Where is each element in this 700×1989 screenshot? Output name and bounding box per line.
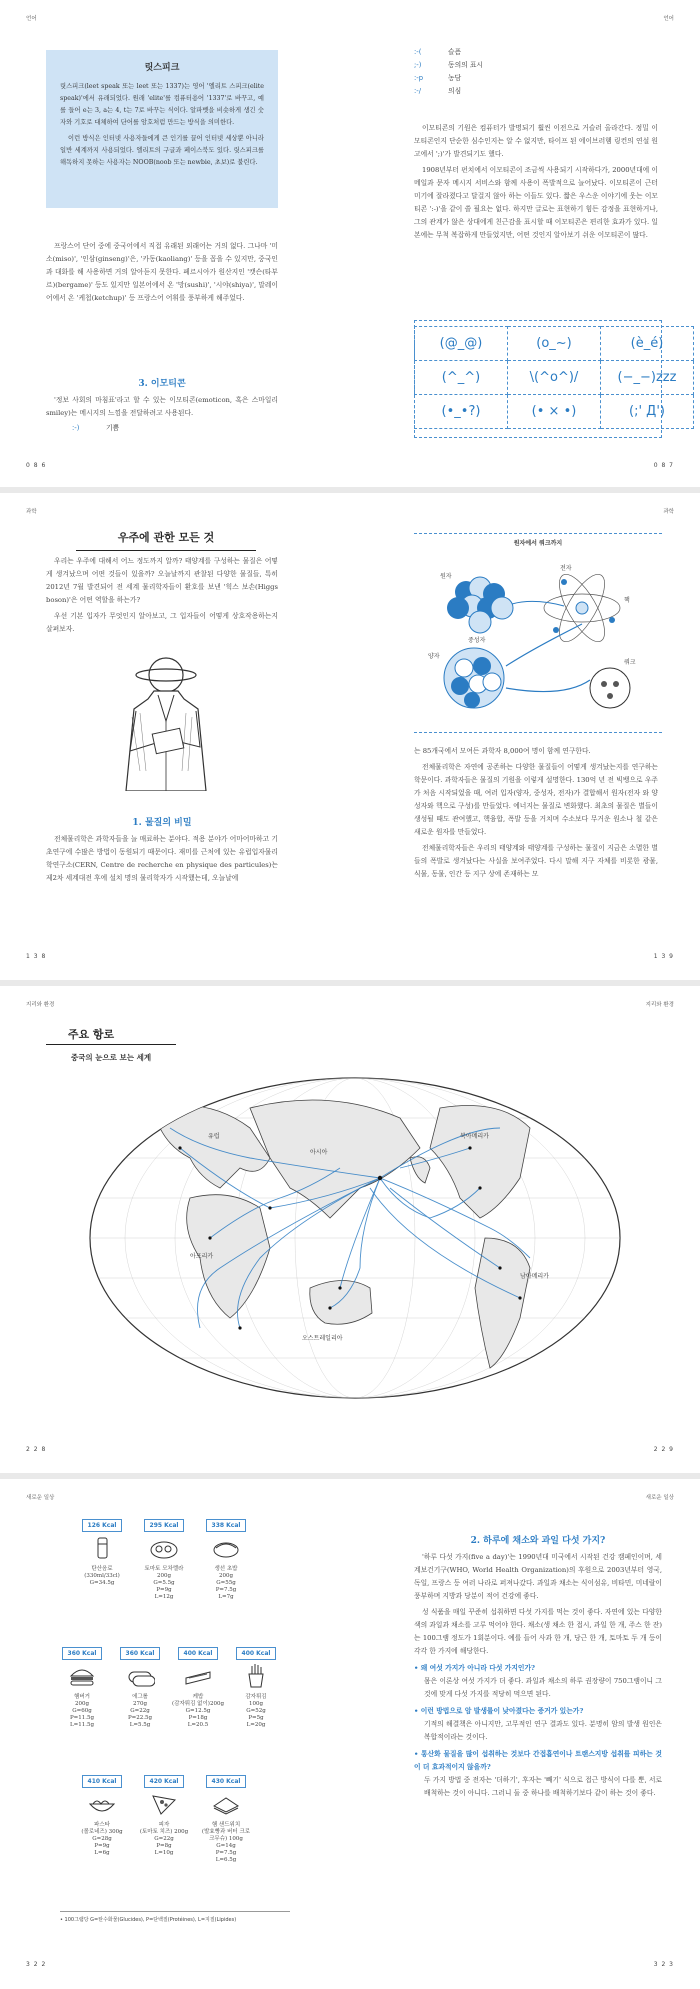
kebab-icon <box>183 1664 213 1688</box>
food-card <box>172 1647 224 1729</box>
page-subtitle: 중국의 눈으로 보는 세계 <box>70 1053 152 1062</box>
food-amount: 200g <box>156 1573 172 1579</box>
atom-diagram-graphic <box>414 548 662 732</box>
nutrient: P=9g <box>156 1587 172 1593</box>
paragraph: 우리는 우주에 대해서 어느 정도까지 알까? 태양계를 구성하는 물질은 어떻게 생겨났으며 어떤 것들이 있을까? 오늘날까지 관찰된 다양한 물질들, 특히 2012년 7월 발견되어 전 세계 물리학자들이 환호를 보낸 '힉스 보손(Higgs boson)'은 어떤 역할을 하는가? <box>46 557 278 604</box>
label-nucleus: 핵 <box>624 597 630 604</box>
nutrient: L=11.5g <box>69 1722 95 1728</box>
section-heading-emoticon: 3. 이모티콘 <box>138 379 186 389</box>
nutrient: P=7.5g <box>215 1850 237 1856</box>
food-amount: (330ml/33cl) <box>84 1573 120 1579</box>
paragraph: 전체물리학은 자연에 공존하는 다양한 물질들이 어떻게 생겨났는지를 연구하는 학문이다. 과학자들은 물질의 기원을 이렇게 설명한다. 130억 년 전 빅뱅으로 우주가 처음 시작되었을 때, 여러 입자(양자, 중성자, 전자)가 결합해서 원자(전자 와 양성자와 핵으로 구성)를 만들었다. 에너지는 물질로 변화했다. 최초의 물질은 별들이 생성될 때도 관여했고, 핵융합, 폭발 등을 거치며 수소보다 무거운 원소나 철 같은 새로운 원자를 만들었다. <box>414 763 658 836</box>
food-card <box>230 1647 282 1729</box>
food-name: 토마토 모차렐라 <box>144 1566 184 1572</box>
food-name: 감자튀김 <box>245 1694 267 1700</box>
kcal-badge: 360 Kcal <box>62 1647 103 1660</box>
food-name: 파스타 <box>94 1822 110 1828</box>
right-running-header: 새로운 일상 <box>645 1495 674 1501</box>
question-text: 왜 여섯 가지가 아니라 다섯 가지인가? <box>420 1664 536 1672</box>
egg-roll-icon <box>125 1664 155 1688</box>
paragraph: 성 식품을 매일 꾸준히 섭취하면 다섯 가지를 먹는 것이 좋다. 자연에 있는 다양한 색의 과일과 채소를 고루 먹어야 한다. 채소(생 채소 한 접시, 과일 한 개, 주스 한 잔)는 100그램 정도가 1회분이다. 예를 들어 사과 한 개, 당근 한 개, 토마토 두 개 등이 각각 한 가지에 해당한다. <box>414 1608 662 1655</box>
label-neutron: 중성자 <box>468 637 486 644</box>
label-asia: 아시아 <box>310 1149 328 1156</box>
box-text-2: 이런 방식은 인터넷 사용자들에게 큰 인기를 끌어 인터넷 세상뿐 아니라 일반 세계까지 사용되었다. 엘리트의 구글과 페이스북도 있다. 릿스피크를 해독하지 못하는 사용자는 NOOB(noob 또는 newbie, 초보)로 불린다. <box>60 135 264 166</box>
planet-head-man-illustration <box>96 651 236 791</box>
nutrient: P=9g <box>94 1843 110 1849</box>
left-running-header: 새로운 일상 <box>26 1495 55 1501</box>
nutrient: L=20.5 <box>187 1722 209 1728</box>
right-running-header: 과학 <box>663 509 674 515</box>
emoticon-symbol: :-( <box>414 48 422 56</box>
paragraph: 이모티콘의 기원은 컴퓨터가 발명되기 훨씬 이전으로 거슬러 올라간다. 정밀 이모티콘인지 단순한 심수인지는 알 수 없지만, 타이프 된 에이브러햄 링컨의 연설 원고에서 ';)'가 발견되기도 했다. <box>414 124 658 158</box>
food-amount: (감자튀김 없이)200g <box>172 1701 224 1707</box>
food-name: 피자 <box>158 1822 170 1828</box>
footnote-bullet: • <box>60 1917 65 1923</box>
emoticon-cell: (;' Д') <box>601 395 694 429</box>
nutrient: G=5.5g <box>153 1580 175 1586</box>
nutrient: G=22g <box>154 1836 174 1842</box>
kcal-badge: 126 Kcal <box>82 1519 123 1532</box>
nutrient: G=28g <box>92 1836 112 1842</box>
qa-answer: 두 가지 방법 중 전자는 '더하기', 후자는 '빼기' 식으로 접근 방식이 다를 뿐, 서로 배척하는 것이 아니다. 그러니 둘 중 하나를 배척하기보다 같이 하는 것이 좋다. <box>424 1776 662 1797</box>
emoticon-cell: (^_^) <box>415 361 508 395</box>
nutrient: G=34.5g <box>89 1580 115 1586</box>
food-card <box>200 1519 252 1601</box>
leetspeak-box <box>46 50 278 208</box>
nutrient: G=55g <box>216 1580 236 1586</box>
food-amount: 200g <box>74 1701 90 1707</box>
label-oceania: 오스트레일리아 <box>302 1335 343 1342</box>
box-text: 릿스피크(leet speak 또는 leet 또는 1337)는 영어 '엘리트 스피크(elite speak)'에서 유래되었다. 원래 'elite'를 컴퓨터용어 '1337'로 바꾸고, 예를 들어 e는 3, a는 4, t는 7로 바꾸는 식이다. 알파벳을 비슷하게 생긴 숫자와 기호로 대체하여 단어를 암호처럼 만드는 방식을 의미한다. <box>60 83 264 126</box>
nutrient: G=14g <box>216 1843 236 1849</box>
emoticon-list-item <box>414 72 483 85</box>
body-right <box>414 745 658 884</box>
emoticon-cell: (è_é) <box>601 327 694 361</box>
kcal-badge: 430 Kcal <box>206 1775 247 1788</box>
nutrient: L=7g <box>218 1594 234 1600</box>
food-card <box>138 1775 190 1857</box>
nutrient: L=12g <box>154 1594 174 1600</box>
emoticon-grid <box>414 326 694 429</box>
nutrient: P=11.5g <box>69 1715 95 1721</box>
pizza-slice-icon <box>149 1792 179 1816</box>
nutrient: P=5g <box>248 1715 264 1721</box>
world-shipping-map <box>80 1068 630 1408</box>
left-running-header: 지리와 환경 <box>26 1002 55 1008</box>
emoticon-definition <box>46 394 278 423</box>
food-card <box>114 1647 166 1729</box>
qa-question: • 왜 여섯 가지가 아니라 다섯 가지인가? <box>414 1664 536 1672</box>
emoticon-symbol: :-p <box>414 74 424 82</box>
french-fries-icon <box>241 1664 271 1688</box>
food-amount: (볼로네즈) 300g <box>81 1829 123 1835</box>
page-title: 우주에 관한 모든 것 <box>76 529 256 551</box>
food-card <box>200 1775 252 1864</box>
footnote-text: 100그램당 G=탄수화물(Glucides), P=단백질(Protéines), L=지질(Lipides) <box>64 1917 237 1923</box>
question-text: 통산화 물질을 많이 섭취하는 것보다 간접흡연이나 트랜스지방 섭취를 피하는 것이 더 효과적이지 않을까? <box>414 1750 662 1771</box>
paragraph: 우선 기본 입자가 무엇인지 알아보고, 그 입자들이 어떻게 상호작용하는지 살펴보자. <box>46 612 278 633</box>
nutrient: L=5.5g <box>129 1722 151 1728</box>
intro <box>46 555 278 639</box>
kcal-badge: 295 Kcal <box>144 1519 185 1532</box>
food-amount: 270g <box>132 1701 148 1707</box>
food-card <box>76 1519 128 1587</box>
nutrient: L=6g <box>94 1850 110 1856</box>
kcal-badge: 360 Kcal <box>120 1647 161 1660</box>
soda-can-icon <box>87 1536 117 1560</box>
emoticon-meaning: 동의의 표시 <box>448 61 483 69</box>
paragraph: 는 85개국에서 모여든 과학자 8,000여 명이 함께 연구한다. <box>414 747 591 755</box>
nutrient: P=7.5g <box>215 1587 237 1593</box>
food-name: 케밥 <box>192 1694 204 1700</box>
nutrient: P=8g <box>156 1843 172 1849</box>
emoticon-cell: (@_@) <box>415 327 508 361</box>
right-page-number: 0 8 7 <box>653 462 674 469</box>
food-amount: 200g <box>218 1573 234 1579</box>
nutrient: L=20g <box>246 1722 266 1728</box>
emoticon-symbol: :-) <box>72 424 80 432</box>
qa-question: • 이런 방법으로 암 발생률이 낮아졌다는 증거가 있는가? <box>414 1707 584 1715</box>
food-card <box>138 1519 190 1601</box>
nucleus-cluster <box>444 648 504 708</box>
right-running-header: 언어 <box>663 16 674 22</box>
emoticon-cell: \(^o^)/ <box>508 361 601 395</box>
atom-diagram <box>414 533 662 733</box>
food-name: 햄 샌드위치 <box>211 1822 241 1828</box>
sandwich-icon <box>211 1792 241 1816</box>
label-quark: 쿼크 <box>624 659 636 666</box>
label-europe: 유럽 <box>208 1133 220 1140</box>
left-page-number: 1 3 8 <box>26 953 47 960</box>
left-running-header: 언어 <box>26 16 37 22</box>
section-heading-matter: 1. 물질의 비밀 <box>132 818 192 828</box>
spread-geography <box>0 986 700 1473</box>
tomato-mozzarella-icon <box>149 1536 179 1560</box>
nutrient: G=12.5g <box>185 1708 211 1714</box>
paragraph: '하루 다섯 가지(five a day)'는 1990년대 미국에서 시작된 건강 캠페인이며, 세계보건기구(WHO, World Health Organization)의 후원으로 2003년부터 영국, 독일, 프랑스 등 여러 나라로 퍼져나갔다. 과일과 채소는 식이섬유, 비타민, 미네랄이 풍부하며 지방과 당분이 적어 건강에 좋다. <box>414 1553 662 1600</box>
right-paragraphs <box>414 122 658 245</box>
label-atom: 원자 <box>440 573 452 580</box>
emoticon-cell: (• × •) <box>508 395 601 429</box>
right-running-header: 지리와 환경 <box>645 1002 674 1008</box>
label-north-america: 북아메리카 <box>460 1133 489 1140</box>
nutrient: L=10g <box>154 1850 174 1856</box>
emoticon-symbol: ;-) <box>414 61 422 69</box>
emoticon-cell: (−_−)zzz <box>601 361 694 395</box>
body-right <box>414 1551 662 1800</box>
emoticon-cell: (o_~) <box>508 327 601 361</box>
title-rule <box>46 1044 176 1045</box>
section-heading-five-a-day: 2. 하루에 채소와 과일 다섯 가지? <box>470 1536 606 1546</box>
right-page-number: 2 2 9 <box>653 1446 674 1453</box>
food-amount: (토마토 치즈) 200g <box>139 1829 189 1835</box>
question-text: 이런 방법으로 암 발생률이 낮아졌다는 증거가 있는가? <box>420 1707 584 1715</box>
nutrient: L=6.5g <box>215 1857 237 1863</box>
qa-question: • 통산화 물질을 많이 섭취하는 것보다 간접흡연이나 트랜스지방 섭취를 피하는 것이 더 효과적이지 않을까? <box>414 1750 662 1771</box>
emoticon-list-item <box>414 46 483 59</box>
paragraph: 전체물리학자들은 우리의 태양계와 태양계를 구성하는 물질이 지금은 소멸한 별들의 폭발로 생겨났다는 사실을 보여주었다. 다시 말해 지구 자체를 비롯한 광물, 식물, 동물, 인간 등 지구 상에 존재하는 모 <box>414 844 658 878</box>
left-running-header: 과학 <box>26 509 37 515</box>
sushi-icon <box>211 1536 241 1560</box>
diagram-title: 원자에서 쿼크까지 <box>513 540 563 547</box>
nutrient: G=22g <box>130 1708 150 1714</box>
label-africa: 아프리카 <box>190 1253 214 1260</box>
page-title: 주요 항로 <box>67 1028 115 1041</box>
paragraph: 프랑스어 단어 중에 중국어에서 직접 유래된 외래어는 거의 없다. 그나마 '미소(miso)', '인삼(ginseng)'은, '카동(kaoliang)' 등을 꼽을 수 있지만, 중국인과 대화를 해 사용하면 거의 알아듣지 못한다. 페르시아가 원산지인 '캣슨(타부르)(bergame)' 등도 있지만 일본어에서 온 '망(sushi)', '시야(shiya)', 말레이어에서 온 '케첩(ketchup)' 등 프랑스어 어휘를 풍부하게 해주었다. <box>46 242 278 302</box>
kcal-badge: 338 Kcal <box>206 1519 247 1532</box>
body-left <box>46 833 278 888</box>
food-name: 에그롤 <box>132 1694 148 1700</box>
food-name: 햄버거 <box>74 1694 90 1700</box>
emoticon-list-item <box>414 59 483 72</box>
emoticon-meaning: 기쁨 <box>106 424 120 432</box>
emoticon-list-item <box>414 85 483 98</box>
kcal-badge: 410 Kcal <box>82 1775 123 1788</box>
kcal-badge: 420 Kcal <box>144 1775 185 1788</box>
paragraph: 전체물리학은 과학자들을 늘 매료하는 분야다. 적용 분야가 어마어마하고 기초연구에 수많은 방법이 동원되기 때문이다. 재미를 근처에 있는 유럽입자물리학연구소(CERN, Centre de recherche en physique des particules)는 제2차 세계대전 후에 설치 명의 물리학자가 시작했는데, 오늘날에 <box>46 835 278 882</box>
label-proton: 양자 <box>428 653 440 660</box>
left-page-number: 0 8 6 <box>26 462 47 469</box>
left-page-number: 2 2 8 <box>26 1446 47 1453</box>
nutrient: G=52g <box>246 1708 266 1714</box>
spread-new-daily <box>0 1479 700 1989</box>
qa-answer: 기적의 해결책은 아니지만, 고무적인 연구 결과도 있다. 분명히 암의 발생 원인은 복합적이라는 것이다. <box>424 1720 662 1741</box>
food-card <box>76 1775 128 1857</box>
food-name: 탄산음료 <box>91 1566 113 1572</box>
emoticon-meaning: 의심 <box>448 87 462 95</box>
paragraph: 1908년부터 펀치에서 이모티콘이 조금씩 사용되기 시작하다가, 2000년대에 이메일과 문자 메시지 서비스와 함께 사용이 폭발적으로 늘어났다. 이모티콘이 근터미기에 잘라졌다고 달걸지 않아 하는 이들도 있다. 짧은 우스운 이야기에 웃는 이모티콘 ':-)'을 같이 쓸 필요는 없다. 하지만 글로는 표현하기 힘든 감정을 표현하거나, 그의 관계가 않은 상대에게 친근감을 표시할 때 이모티콘은 편리한 효과가 있다. 일본에는 무척 복잡하게 만들었지만, 어떤 것인지 알아보기 쉬운 이모티콘이 많다. <box>414 166 658 239</box>
label-electron: 전자 <box>560 565 572 572</box>
box-title: 릿스피크 <box>144 63 180 73</box>
food-amount: 100g <box>248 1701 264 1707</box>
food-name: 생선 초밥 <box>214 1566 238 1572</box>
pasta-bowl-icon <box>87 1792 117 1816</box>
emoticon-cell: (•_•?) <box>415 395 508 429</box>
kcal-badge: 400 Kcal <box>236 1647 277 1660</box>
hamburger-icon <box>67 1664 97 1688</box>
nutrition-footnote <box>60 1911 290 1923</box>
food-card <box>56 1647 108 1729</box>
right-page-number: 3 2 3 <box>653 1961 674 1968</box>
spread-language <box>0 0 700 487</box>
spread-science <box>0 493 700 980</box>
kcal-badge: 400 Kcal <box>178 1647 219 1660</box>
left-paragraph <box>46 240 278 308</box>
nutrient: P=18g <box>188 1715 208 1721</box>
atom-cluster <box>447 577 513 633</box>
emoticon-symbol: :-/ <box>414 87 422 95</box>
emoticon-meaning: 농담 <box>448 74 462 82</box>
label-south-america: 남아메리카 <box>520 1273 549 1280</box>
emoticon-list <box>414 46 483 98</box>
nutrient: G=60g <box>72 1708 92 1714</box>
emoticon-meaning: 슬픔 <box>448 48 462 56</box>
emoticon-list-item <box>72 422 119 432</box>
qa-answer: 몸은 이론상 여섯 가지가 더 좋다. 과일과 채소의 하루 권장량이 750그램이니 그것에 맞게 다섯 가지를 적당히 먹으면 된다. <box>424 1677 662 1698</box>
nutrient: P=22.5g <box>127 1715 153 1721</box>
right-page-number: 1 3 9 <box>653 953 674 960</box>
left-page-number: 3 2 2 <box>26 1961 47 1968</box>
paragraph: '정보 사회의 마침표'라고 할 수 있는 이모티콘(emoticon, 혹은 스마일리 smiley)는 메시지의 느낌을 전달하려고 사용된다. <box>46 396 278 417</box>
food-amount: (발효빵과 버터 크로크무슈) 100g <box>201 1829 251 1842</box>
